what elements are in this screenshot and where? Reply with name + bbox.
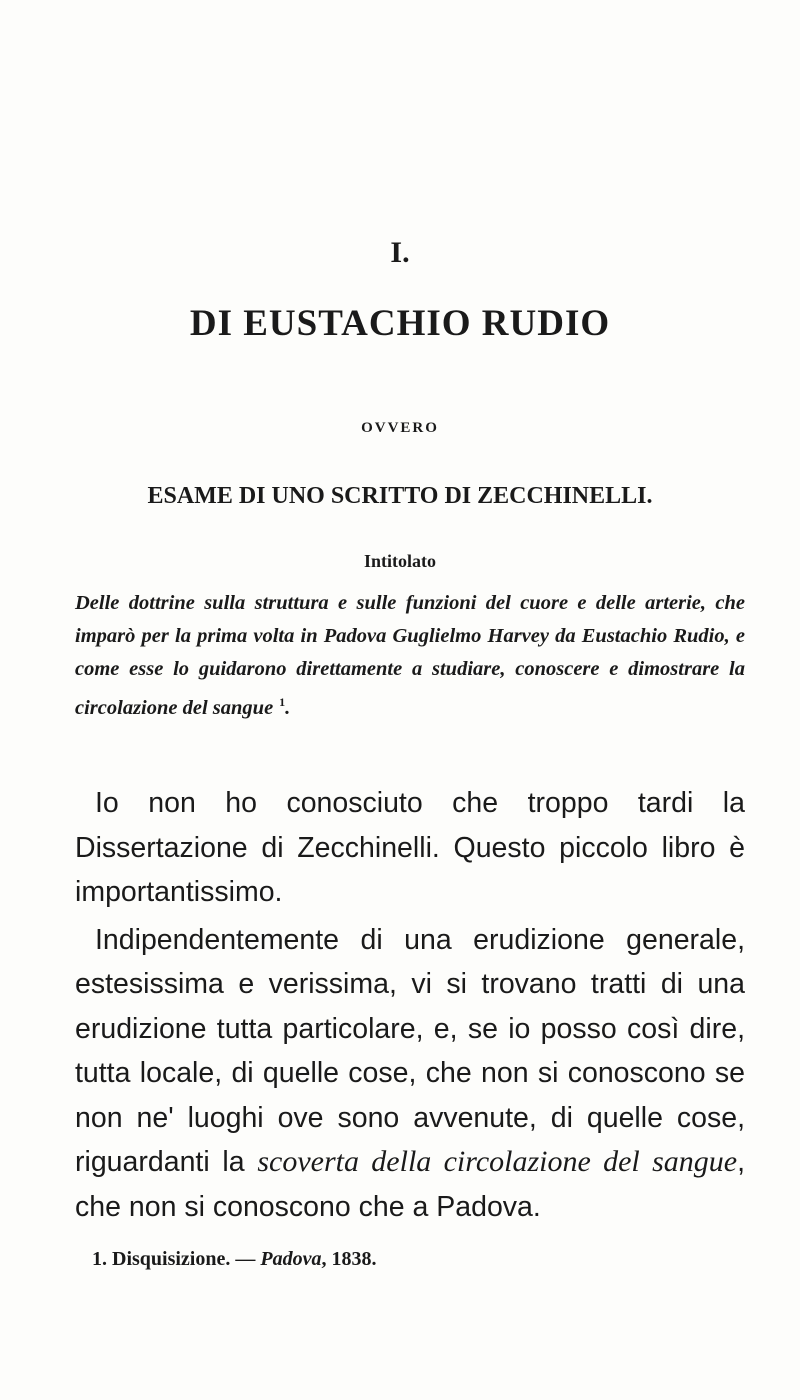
cited-work-title (75, 587, 745, 725)
paragraph-2-italic: scoverta della circolazione del sangue (257, 1145, 738, 1178)
paragraph-2 (75, 918, 745, 1230)
footnote-reference: 1 (279, 695, 286, 709)
cited-work-title-text: Delle dottrine sulla struttura e sulle funzioni del cuore e delle arterie, che imparò per la prima volta in Padova Guglielmo Harvey da Eustachio Rudio, e come esse lo guidarono direttamente a studiare, conoscere e dimostrare la circolazione del sangue (75, 592, 745, 719)
paragraph-2-part-1: Indipendentemente di una erudizione generale, estesissima e verissima, vi si trovano tratti di una erudizione tutta particolare, e, se io posso così dire, tutta locale, di quelle cose, che non si conoscono se non ne' luoghi ove sono avvenute, di quelle cose, riguardanti la (75, 923, 745, 1178)
chapter-title: DI EUSTACHIO RUDIO (189, 303, 611, 344)
paragraph-2-part-2: , che non si conoscono che a Padova. (75, 1146, 746, 1223)
intitolato-label: Intitolato (364, 551, 436, 571)
chapter-number: I. (390, 236, 410, 269)
chapter-subtitle: ESAME DI UNO SCRITTO DI ZECCHINELLI. (147, 483, 653, 509)
body-text (75, 781, 745, 1229)
cited-work-title-end: . (285, 696, 291, 719)
footnote-text: Disquisizione. — (112, 1248, 256, 1270)
footnote-place: Padova (260, 1248, 322, 1270)
footnote-year: , 1838. (321, 1248, 377, 1270)
footnote-number: 1. (92, 1248, 107, 1270)
paragraph-1: Io non ho conosciuto che troppo tardi la Dissertazione di Zecchinelli. Questo piccolo libro è importantissimo. (75, 787, 745, 908)
title-connector: OVVERO (361, 420, 439, 436)
footnote (92, 1248, 732, 1271)
